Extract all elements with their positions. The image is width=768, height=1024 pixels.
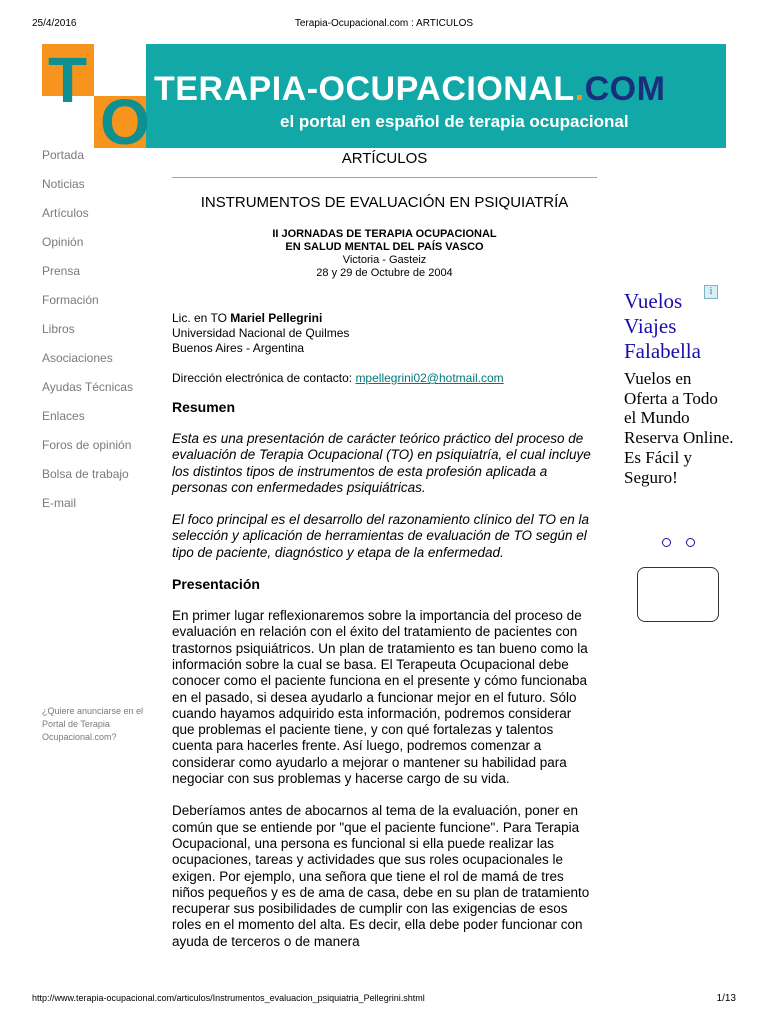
- author-line: [172, 311, 597, 326]
- site-title-com: COM: [584, 70, 666, 108]
- sidebar-item-formacion[interactable]: Formación: [42, 293, 99, 307]
- contact-label: Dirección electrónica de contacto:: [172, 371, 356, 385]
- site-title-dot: .: [574, 70, 585, 108]
- divider: [172, 177, 597, 178]
- conference-place: Victoria - Gasteiz: [342, 254, 427, 266]
- logo-letter-t: T: [48, 44, 88, 116]
- sidebar-item-asociaciones[interactable]: Asociaciones: [42, 351, 113, 365]
- author-university: Universidad Nacional de Quilmes: [172, 326, 350, 340]
- section-title: ARTÍCULOS: [341, 150, 428, 167]
- conference-line-2: EN SALUD MENTAL DEL PAÍS VASCO: [285, 241, 484, 253]
- print-url: http://www.terapia-ocupacional.com/articulos/Instrumentos_evaluacion_psiquiatria_Pellegrini.shtml: [32, 993, 425, 1003]
- author-name: Mariel Pellegrini: [230, 311, 323, 325]
- sidebar-item-enlaces[interactable]: Enlaces: [42, 409, 85, 423]
- presentacion-paragraph-1: En primer lugar reflexionaremos sobre la importancia del proceso de evaluación en relación con el éxito del tratamiento de pacientes con trastornos psiquiátricos. Un plan de tratamiento es tan bueno como la información sobre la cual se basa. El Terapeuta Ocupacional debe conocer como el paciente funciona en el presente y cómo funcionaba en el pasado, si desea ayudarlo a funcionar mejor en el futuro. Sólo cuando hayamos adquirido esta información, podremos considerar que problemas el paciente tiene, y con qué fortalezas y talentos cuenta para hacerles frente. Así luego, podremos comenzar a considerar como ayudarlo a mejorar o mantener su habilidad para negociar con sus problemas y hacerse cargo de su vida.: [172, 608, 588, 787]
- resumen-paragraph-2: El foco principal es el desarrollo del razonamiento clínico del TO en la selección y aplicación de herramientas de evaluación de TO según el tipo de paciente, diagnóstico y etapa de la enfermedad.: [172, 512, 589, 560]
- sidebar-item-prensa[interactable]: Prensa: [42, 264, 81, 278]
- print-footer: [32, 993, 736, 1007]
- contact-email-link[interactable]: mpellegrini02@hotmail.com: [355, 371, 504, 385]
- author-info: [172, 311, 597, 356]
- ad-block[interactable]: [624, 285, 734, 487]
- site-logo[interactable]: [42, 44, 150, 148]
- article-title: INSTRUMENTOS DE EVALUACIÓN EN PSIQUIATRÍA: [200, 194, 569, 211]
- article-content: [172, 148, 597, 950]
- ad-body: Vuelos en Oferta a Todo el Mundo Reserva Online. Es Fácil y Seguro!: [624, 369, 734, 487]
- sidebar-item-libros[interactable]: Libros: [42, 322, 75, 336]
- sidebar-item-ayudas-tecnicas[interactable]: Ayudas Técnicas: [42, 380, 133, 394]
- conference-info: [172, 228, 597, 280]
- presentacion-heading: Presentación: [172, 576, 260, 593]
- site-subtitle: el portal en español de terapia ocupacional: [280, 112, 629, 131]
- sidebar-item-noticias[interactable]: Noticias: [42, 177, 85, 191]
- print-page-number: 1/13: [716, 993, 736, 1004]
- advertise-link[interactable]: ¿Quiere anunciarse en el Portal de Terapia Ocupacional.com?: [42, 706, 144, 742]
- site-title-main: TERAPIA-OCUPACIONAL: [154, 70, 575, 108]
- ad-pager: [662, 538, 702, 550]
- contact-line: [172, 371, 597, 385]
- ad-info-icon[interactable]: i: [704, 285, 718, 299]
- author-city: Buenos Aires - Argentina: [172, 341, 305, 355]
- conference-line-1: II JORNADAS DE TERAPIA OCUPACIONAL: [272, 228, 497, 240]
- sidebar-item-opinion[interactable]: Opinión: [42, 235, 84, 249]
- site-banner[interactable]: [42, 44, 726, 148]
- sidebar-item-bolsa-trabajo[interactable]: Bolsa de trabajo: [42, 467, 129, 481]
- sidebar-item-email[interactable]: E-mail: [42, 496, 77, 510]
- logo-letter-o: O: [100, 86, 150, 148]
- resumen-heading: Resumen: [172, 399, 236, 415]
- sidebar-item-foros[interactable]: Foros de opinión: [42, 438, 132, 452]
- presentacion-paragraph-2: Deberíamos antes de abocarnos al tema de la evaluación, poner en común que se entiende por "que el paciente funcione". Para Terapia Ocupacional, una persona es funcional si ella puede realizar las ocupaciones, tareas y actividades que sus roles ocupacionales le exigen. Por ejemplo, una señora que tiene el rol de mamá de tres niños pequeños y es de ama de casa, debe en su plan de tratamiento recuperar sus posibilidades de cumplir con las exigencias de esos roles en el momento del alta. Es decir, ella debe poder funcionar con ayuda de terceros o de manera: [172, 803, 590, 949]
- ad-pager-dot[interactable]: [662, 538, 671, 547]
- print-header: [32, 18, 736, 32]
- ad-title[interactable]: Vuelos Viajes Falabella: [624, 289, 701, 363]
- sidebar-item-articulos[interactable]: Artículos: [42, 206, 89, 220]
- conference-dates: 28 y 29 de Octubre de 2004: [316, 267, 453, 279]
- ad-button[interactable]: [637, 567, 719, 622]
- author-prefix: Lic. en TO: [172, 311, 231, 325]
- resumen-paragraph-1: Esta es una presentación de carácter teórico práctico del proceso de evaluación de Terapia Ocupacional (TO) en psiquiatría, el cual incluye los distintos tipos de instrumentos de esta profesión aplicada a personas con enfermedades psiquiátricas.: [172, 431, 591, 495]
- ad-pager-dot[interactable]: [686, 538, 695, 547]
- print-date: 25/4/2016: [32, 18, 77, 29]
- sidebar-item-portada[interactable]: Portada: [42, 148, 85, 162]
- sidebar-nav: [42, 148, 157, 525]
- print-title: Terapia-Ocupacional.com : ARTICULOS: [294, 18, 474, 29]
- site-title: [154, 72, 665, 106]
